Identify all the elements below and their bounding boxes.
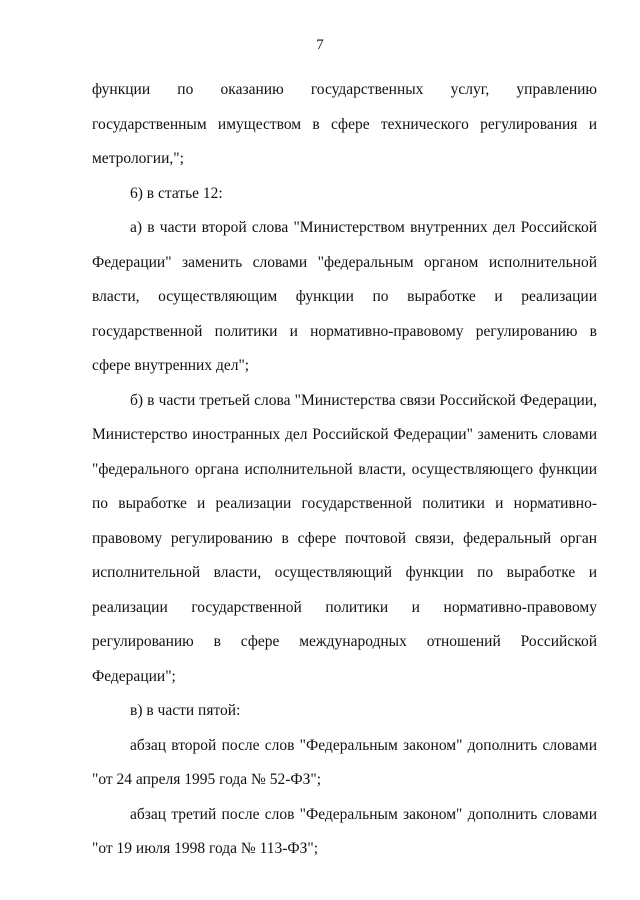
paragraph-abzac-third: абзац третий после слов "Федеральным законом" дополнить словами "от 19 июля 1998 года № 113-ФЗ"; xyxy=(92,805,597,857)
paragraph-item-6: 6) в статье 12: xyxy=(130,184,223,202)
paragraph-continuation: функции по оказанию государственных услуг, управлению государственным имуществом в сфере технического регулирования и метрологии,"; xyxy=(92,81,597,167)
paragraph-abzac-second: абзац второй после слов "Федеральным законом" дополнить словами "от 24 апреля 1995 года № 52-ФЗ"; xyxy=(92,736,597,788)
paragraph-subitem-v: в) в части пятой: xyxy=(130,702,241,719)
document-body xyxy=(92,73,597,867)
paragraph-subitem-b: б) в части третьей слова "Министерства связи Российской Федерации, Министерство иностранных дел Российской Федерации" заменить словами "федерального органа исполнительной власти, осуществляющего функции по выработке и реализации государственной политики и нормативно-правовому регулированию в сфере почтовой связи, федеральный орган исполнительной власти, осуществляющий функции по выработке и реализации государственной политики и нормативно-правовому регулированию в сфере международных отношений Российской Федерации"; xyxy=(92,391,597,685)
page-number: 7 xyxy=(316,37,324,53)
paragraph-subitem-a: а) в части второй слова "Министерством внутренних дел Российской Федерации" заменить словами "федеральным органом исполнительной власти, осуществляющим функции по выработке и реализации государственной политики и нормативно-правовому регулированию в сфере внутренних дел"; xyxy=(92,219,597,374)
